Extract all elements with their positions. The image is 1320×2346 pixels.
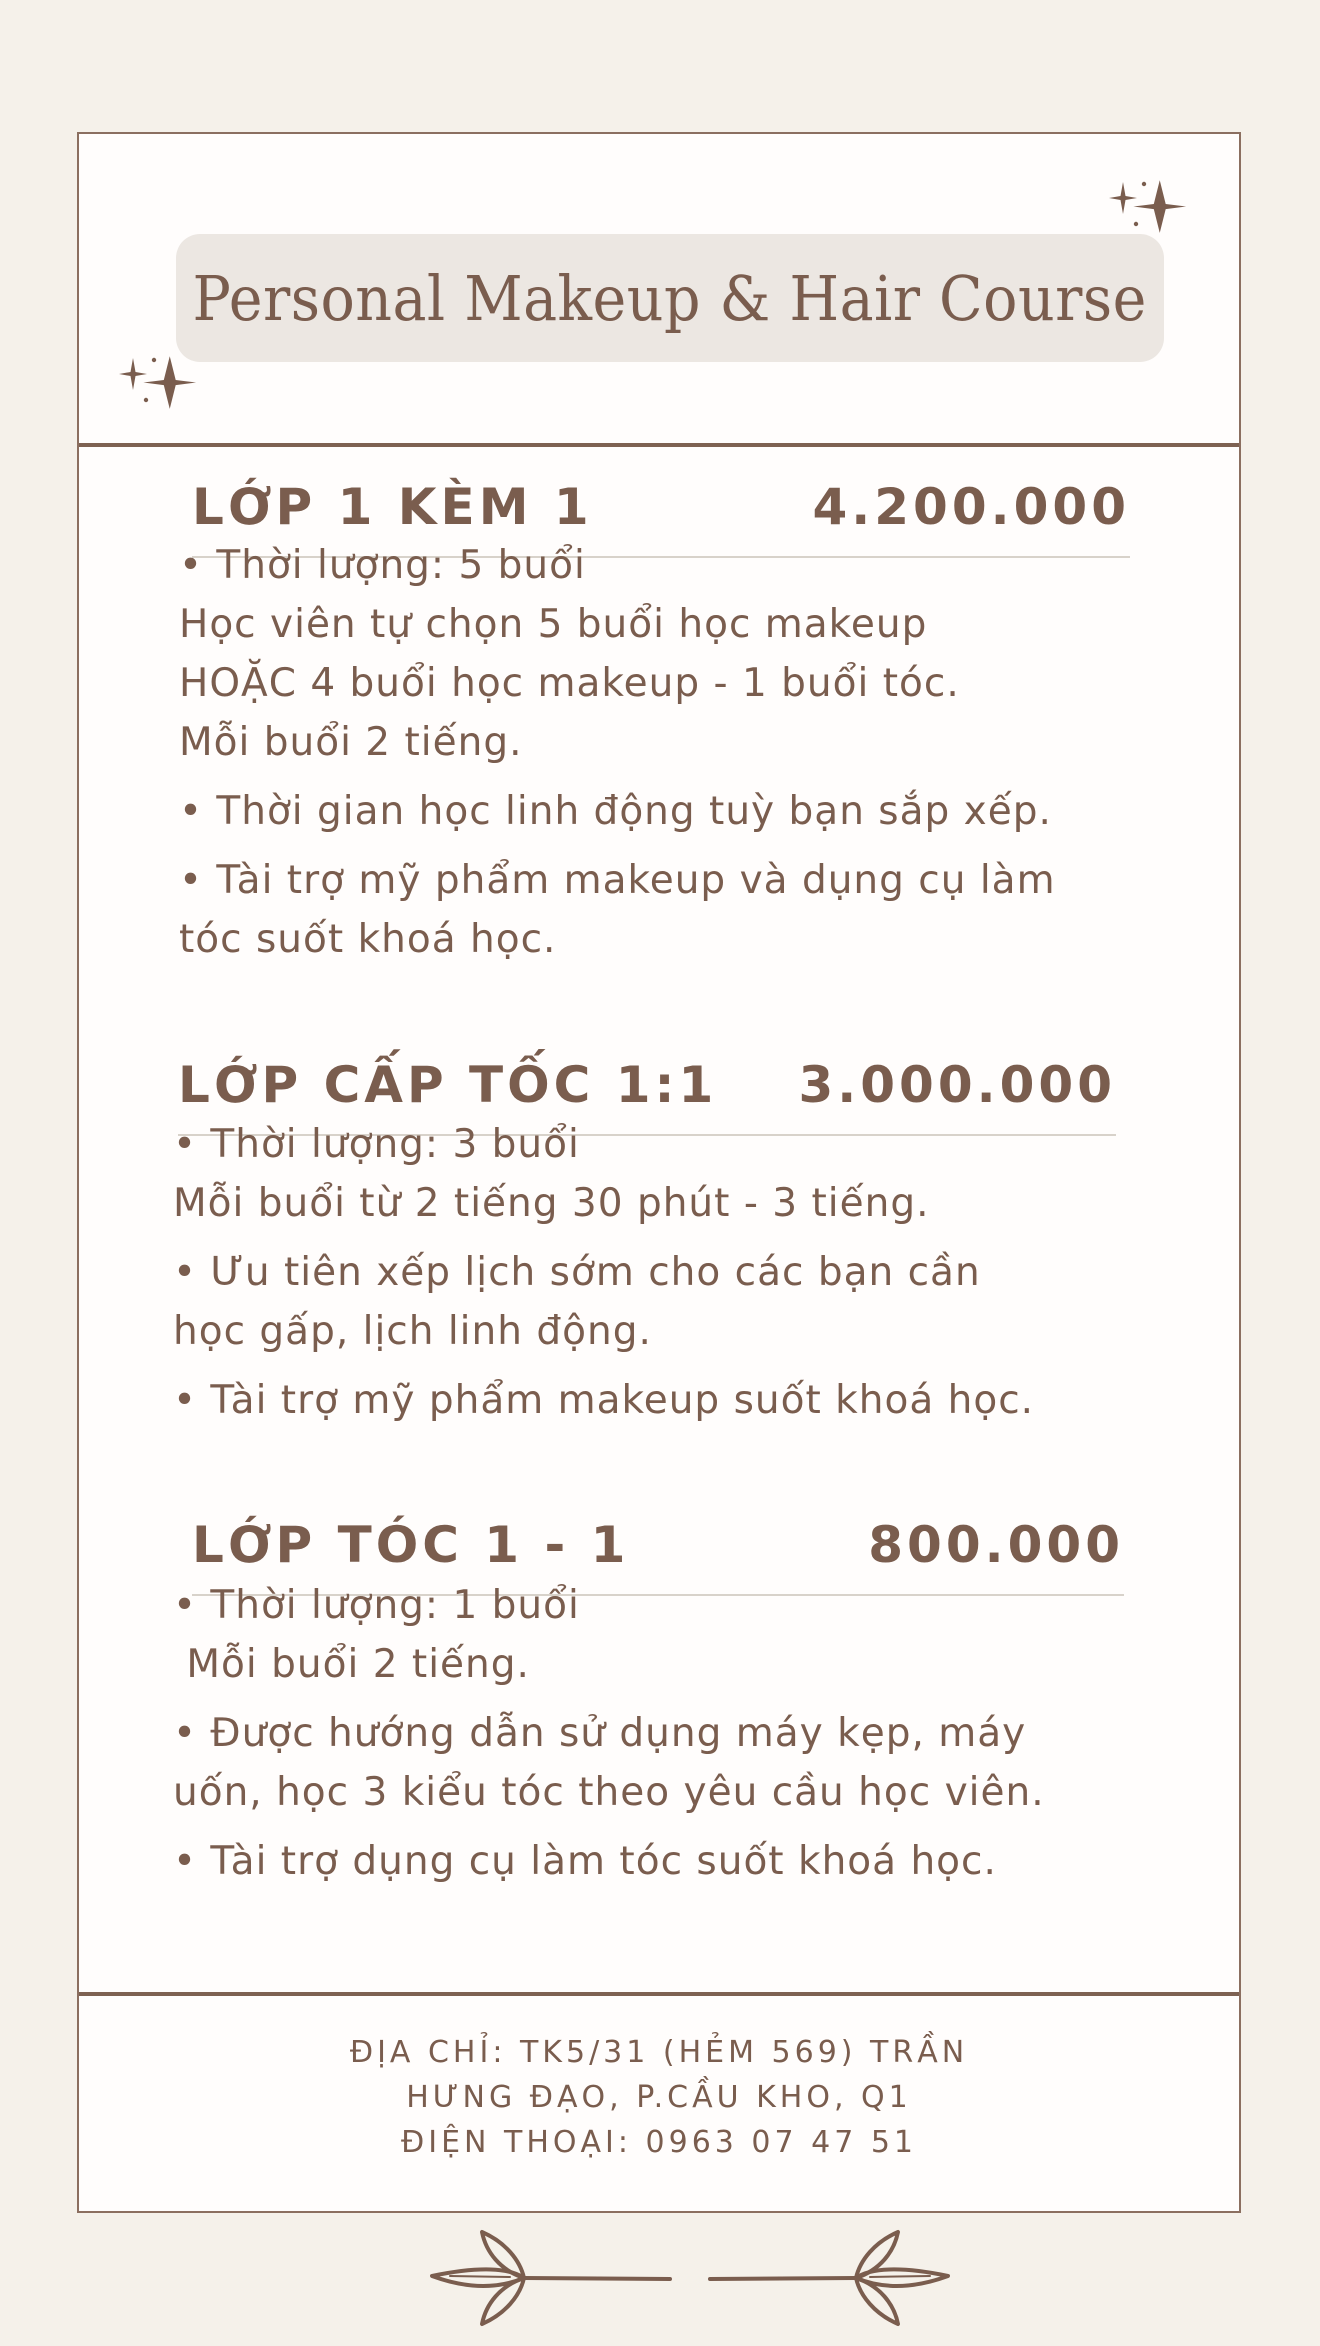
phone-number: ĐIỆN THOẠI: 0963 07 47 51 (400, 2125, 917, 2160)
address-line: HƯNG ĐẠO, P.CẦU KHO, Q1 (406, 2080, 912, 2115)
detail-line: • Tài trợ dụng cụ làm tóc suốt khoá học. (173, 1839, 997, 1884)
detail-line: • Ưu tiên xếp lịch sớm cho các bạn cần (173, 1250, 981, 1295)
header-divider (79, 443, 1239, 447)
course-name: LỚP CẤP TỐC 1:1 (178, 1056, 718, 1114)
detail-line: • Tài trợ mỹ phẩm makeup và dụng cụ làm (179, 858, 1056, 903)
course-heading (178, 1056, 1116, 1114)
title-pill (176, 234, 1164, 362)
address-line: ĐỊA CHỈ: TK5/31 (HẺM 569) TRẦN (349, 2035, 969, 2070)
contact-footer (79, 1996, 1239, 2213)
detail-line: tóc suốt khoá học. (179, 917, 557, 962)
course-price: 4.200.000 (812, 478, 1130, 536)
course-list (79, 448, 1239, 1990)
course-heading (192, 1516, 1124, 1574)
leaf-divider-icon (420, 2228, 960, 2328)
course-name: LỚP TÓC 1 - 1 (192, 1516, 630, 1574)
detail-line: • Tài trợ mỹ phẩm makeup suốt khoá học. (173, 1378, 1035, 1423)
course-details (173, 1576, 1045, 1891)
course-price: 800.000 (868, 1516, 1124, 1574)
detail-line: • Thời lượng: 5 buổi (179, 543, 586, 588)
detail-line: HOẶC 4 buổi học makeup - 1 buổi tóc. (179, 661, 960, 706)
sparkles-icon (115, 350, 205, 420)
detail-line: uốn, học 3 kiểu tóc theo yêu cầu học viên. (173, 1770, 1045, 1815)
header (79, 134, 1239, 444)
detail-line: Mỗi buổi 2 tiếng. (179, 720, 523, 765)
course-heading (192, 478, 1130, 536)
page-title: Personal Makeup & Hair Course (192, 261, 1148, 335)
detail-line: Mỗi buổi từ 2 tiếng 30 phút - 3 tiếng. (173, 1181, 930, 1226)
detail-line: học gấp, lịch linh động. (173, 1309, 652, 1354)
detail-line: • Thời lượng: 1 buổi (173, 1583, 580, 1628)
detail-line: Học viên tự chọn 5 buổi học makeup (179, 602, 928, 647)
detail-line: • Được hướng dẫn sử dụng máy kẹp, máy (173, 1711, 1027, 1756)
course-card (77, 132, 1241, 2213)
course-details (179, 536, 1056, 969)
detail-line: Mỗi buổi 2 tiếng. (173, 1642, 530, 1687)
course-price: 3.000.000 (798, 1056, 1116, 1114)
detail-line: • Thời gian học linh động tuỳ bạn sắp xếp. (179, 789, 1052, 834)
course-name: LỚP 1 KÈM 1 (192, 478, 593, 536)
course-details (173, 1115, 1034, 1430)
detail-line: • Thời lượng: 3 buổi (173, 1122, 580, 1167)
